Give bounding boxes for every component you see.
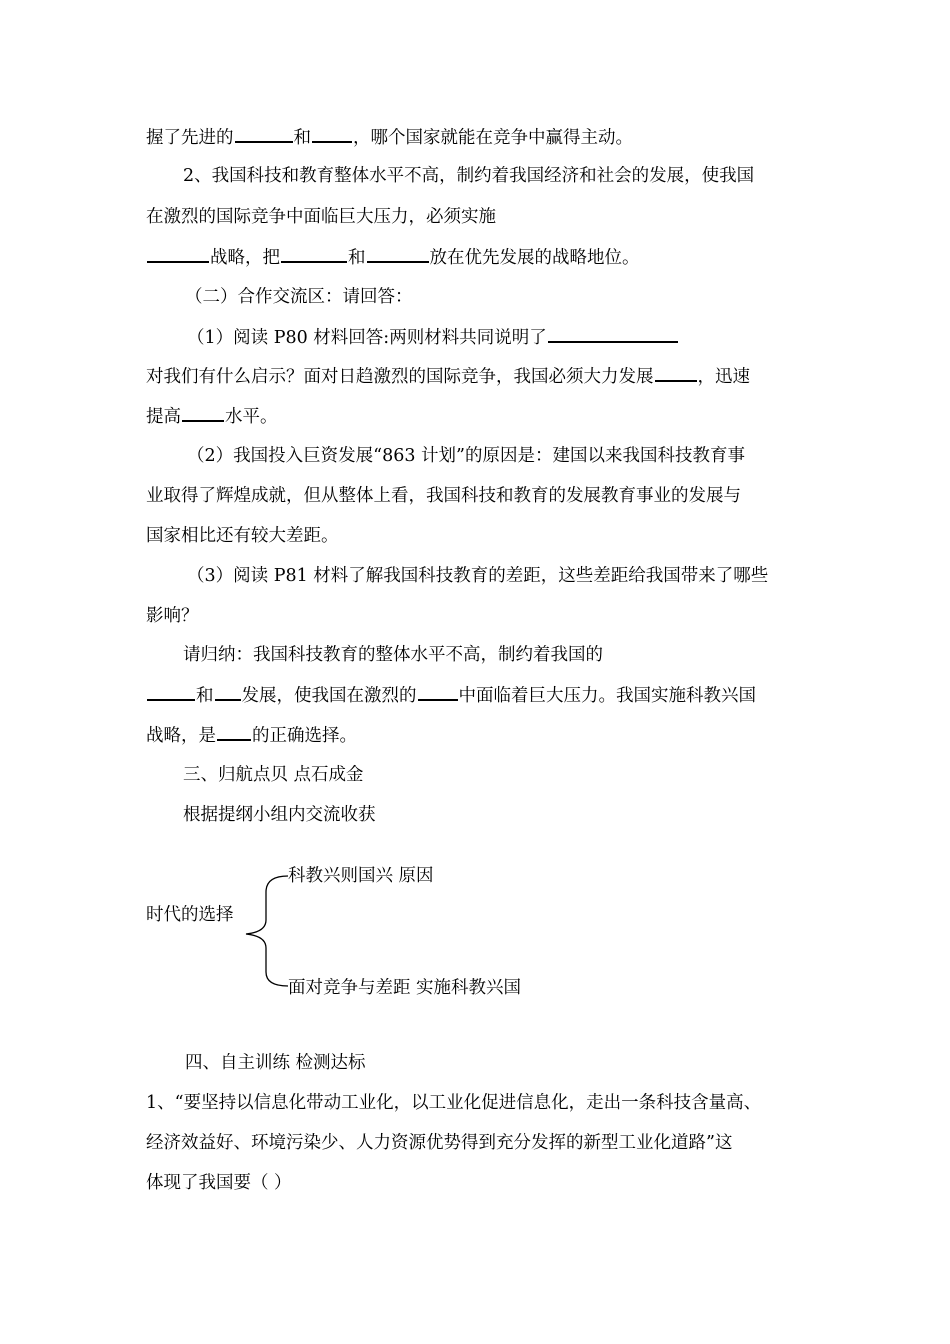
text-line: 和 发展，使我国在激烈的 中面临着巨大压力。我国实施科教兴国 — [146, 683, 756, 708]
text-line: 在激烈的国际竞争中面临巨大压力，必须实施 — [146, 207, 496, 227]
question-line: 1、“要坚持以信息化带动工业化，以工业化促进信息化，走出一条科技含量高、 — [146, 1093, 762, 1113]
text-line: 根据提纲小组内交流收获 — [183, 805, 376, 825]
diagram-branch-top-label: 科教兴则国兴 原因 — [288, 866, 434, 886]
text-line: 请归纳：我国科技教育的整体水平不高，制约着我国的 — [183, 645, 603, 665]
text-line: 握了先进的 和 ，哪个国家就能在竞争中赢得主动。 — [146, 125, 633, 150]
text-line: 战略，把 和 放在优先发展的战略地位。 — [146, 245, 640, 270]
curly-brace — [246, 876, 288, 986]
text-line: （3）阅读 P81 材料了解我国科技教育的差距，这些差距给我国带来了哪些 — [187, 566, 769, 586]
text-line: 影响？ — [146, 606, 199, 626]
diagram-branch-bottom-label: 面对竞争与差距 实施科教兴国 — [288, 978, 522, 998]
text-line: （1）阅读 P80 材料回答:两则材料共同说明了 — [187, 325, 679, 350]
diagram-root-label: 时代的选择 — [146, 905, 234, 925]
section-heading: 三、归航点贝 点石成金 — [183, 765, 364, 785]
text-line: 提高 水平。 — [146, 404, 278, 429]
text-line: 国家相比还有较大差距。 — [146, 526, 339, 546]
text-line: （2）我国投入巨资发展“863 计划”的原因是：建国以来我国科技教育事 — [187, 446, 745, 466]
section-heading: （二）合作交流区：请回答： — [185, 287, 413, 307]
text-line: 对我们有什么启示？面对日趋激烈的国际竞争，我国必须大力发展 ，迅速 — [146, 364, 750, 389]
question-line: 经济效益好、环境污染少、人力资源优势得到充分发挥的新型工业化道路”这 — [146, 1133, 733, 1153]
question-line: 体现了我国要（ ） — [146, 1173, 292, 1193]
text-line: 战略，是 的正确选择。 — [146, 723, 357, 748]
text-line: 2、我国科技和教育整体水平不高，制约着我国经济和社会的发展，使我国 — [183, 166, 755, 186]
text-line: 业取得了辉煌成就，但从整体上看，我国科技和教育的发展教育事业的发展与 — [146, 486, 741, 506]
section-heading: 四、自主训练 检测达标 — [185, 1053, 366, 1073]
